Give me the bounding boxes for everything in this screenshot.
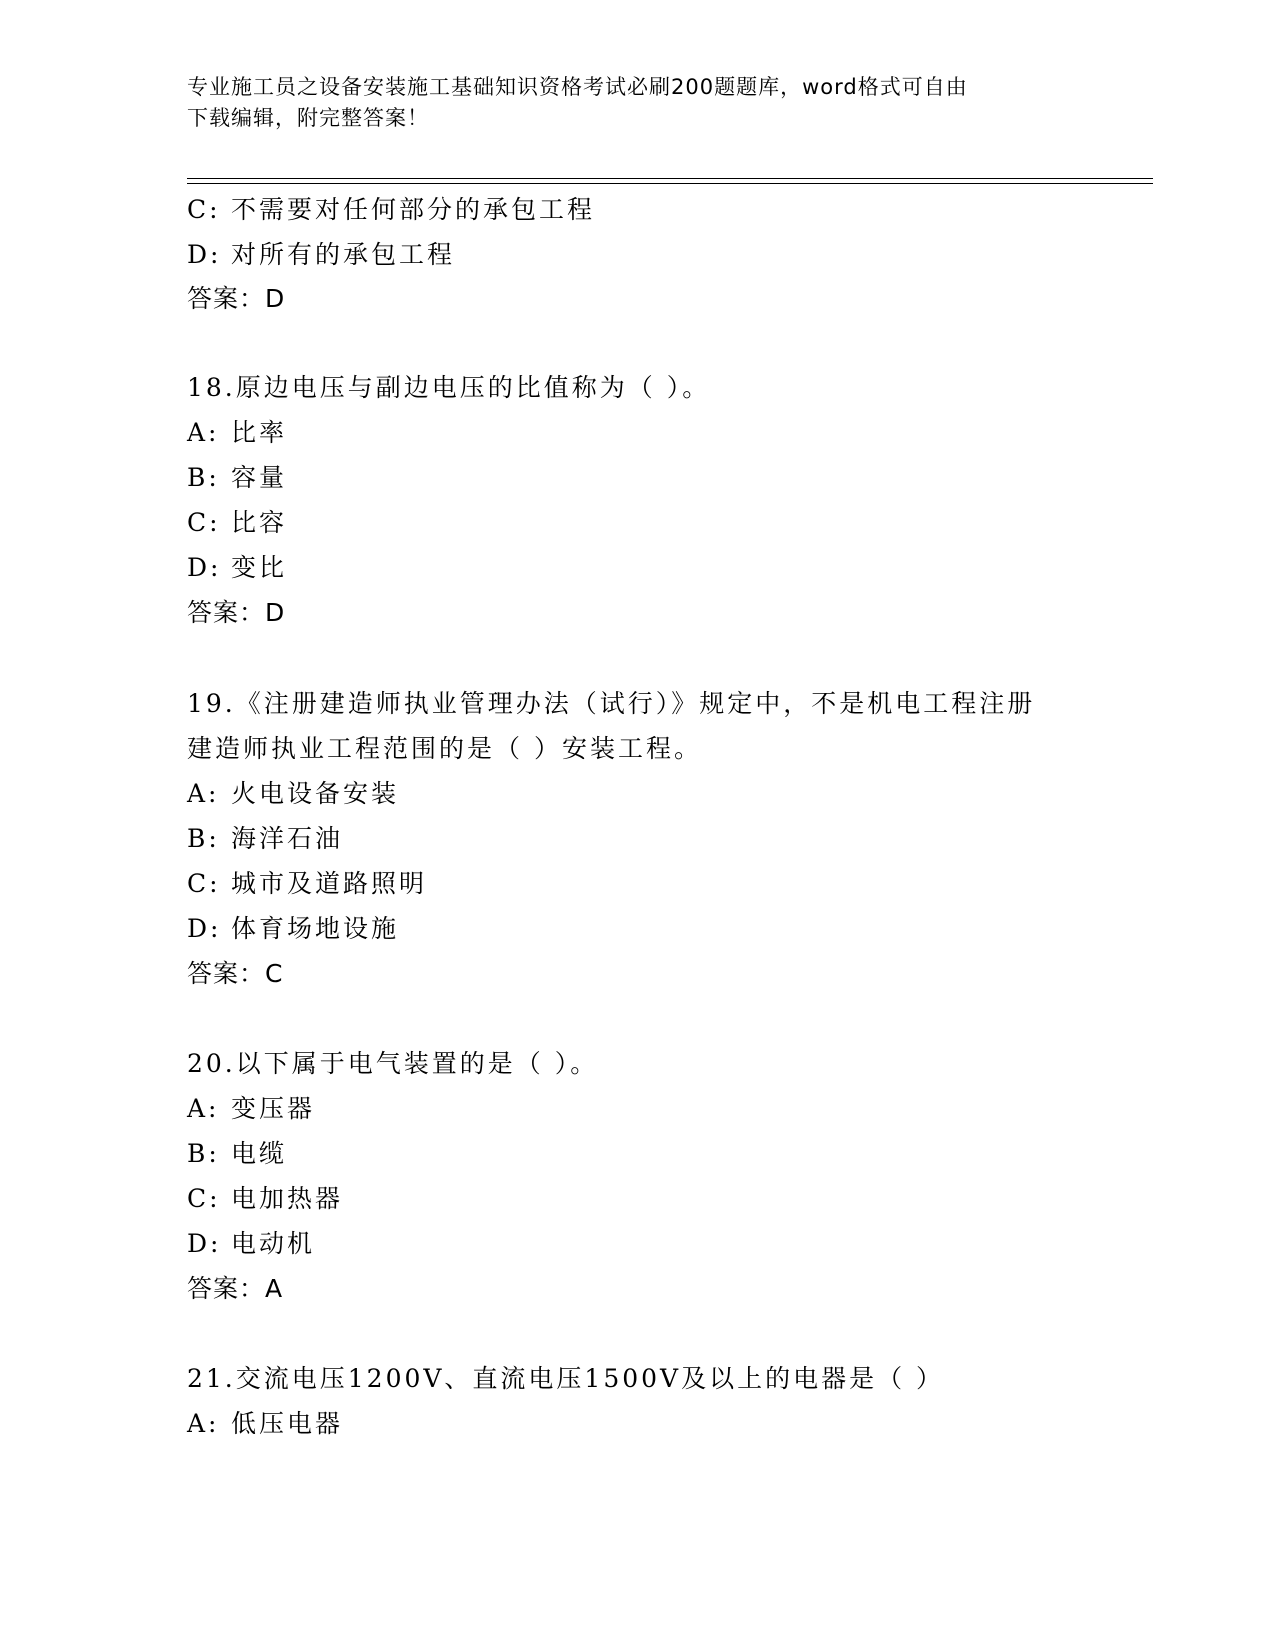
q20-answer: 答案：A xyxy=(187,1274,284,1303)
q19-answer: 答案：C xyxy=(187,959,284,988)
q18-option-a: A: 比率 xyxy=(187,418,288,447)
header-line-1: 专业施工员之设备安装施工基础知识资格考试必刷200题题库，word格式可自由 xyxy=(187,75,968,99)
q19-option-a: A: 火电设备安装 xyxy=(187,779,400,808)
document-header xyxy=(187,72,1067,134)
q19-option-b: B: 海洋石油 xyxy=(187,824,344,853)
q19-option-c: C: 城市及道路照明 xyxy=(187,869,428,898)
q17-answer: 答案：D xyxy=(187,284,286,313)
q18-option-d: D: 变比 xyxy=(187,553,288,582)
q18-answer: 答案：D xyxy=(187,598,286,627)
header-divider-bottom xyxy=(187,183,1153,184)
q18-option-b: B: 容量 xyxy=(187,463,288,492)
q19-stem-line-2: 建造师执业工程范围的是（ ）安装工程。 xyxy=(187,734,702,763)
q18-option-c: C: 比容 xyxy=(187,508,288,537)
q20-option-d: D: 电动机 xyxy=(187,1229,316,1258)
q20-option-b: B: 电缆 xyxy=(187,1139,288,1168)
q21-option-a: A: 低压电器 xyxy=(187,1409,344,1438)
q17-option-d: D: 对所有的承包工程 xyxy=(187,240,456,269)
q17-option-c: C: 不需要对任何部分的承包工程 xyxy=(187,195,596,224)
header-divider-top xyxy=(187,178,1153,179)
q18-stem: 18.原边电压与副边电压的比值称为（ ）。 xyxy=(187,373,711,402)
q20-option-a: A: 变压器 xyxy=(187,1094,316,1123)
q20-stem: 20.以下属于电气装置的是（ ）。 xyxy=(187,1049,599,1078)
q21-stem: 21.交流电压1200V、直流电压1500V及以上的电器是（ ） xyxy=(187,1364,945,1393)
q20-option-c: C: 电加热器 xyxy=(187,1184,344,1213)
header-line-2: 下载编辑，附完整答案！ xyxy=(187,106,429,130)
q19-stem-line-1: 19.《注册建造师执业管理办法（试行）》规定中，不是机电工程注册 xyxy=(187,689,1036,718)
q19-option-d: D: 体育场地设施 xyxy=(187,914,400,943)
